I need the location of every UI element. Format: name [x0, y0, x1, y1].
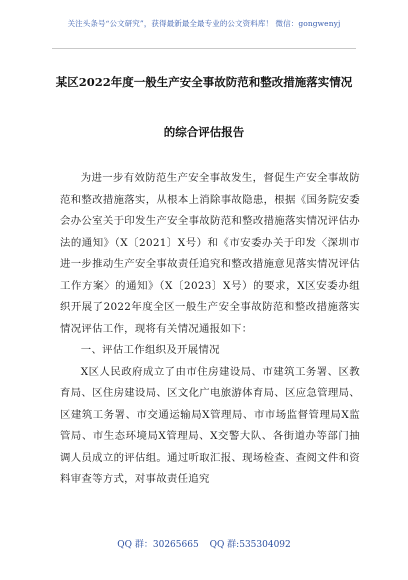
- header-divider: [52, 48, 356, 49]
- section-heading: 一、评估工作组织及开展情况: [80, 344, 220, 356]
- section-paragraph: X区人民政府成立了由市住房建设局、市建筑工务署、区教育局、区住房建设局、区文化广电旅游体育局、区应急管理局、区建筑工务署、市交通运输局X管理局、市市场监督管理局X监管局、市生态环境局X管理局、X交警大队、各街道办等部门抽调人员成立的评估组。通过听取汇报、现场检查、查阅文件和资料审查等方式，对事故责任追究: [60, 365, 360, 485]
- document-title-line2: 的综合评估报告: [163, 125, 245, 139]
- document-title-line1: 某区2022年度一般生产安全事故防范和整改措施落实情况: [55, 75, 353, 89]
- intro-paragraph: 为进一步有效防范生产安全事故发生，督促生产安全事故防范和整改措施落实，从根本上消除事故隐患，根据《国务院安委会办公室关于印发生产安全事故防范和整改措施落实情况评估办法的通知》（X〔2021〕X号）和《市安委办关于印发〈深圳市进一步推动生产安全事故责任追究和整改措施意见落实情况评估工作方案〉的通知》（X〔2023〕X号）的要求，X区安委办组织开展了2022年度全区一般生产安全事故防范和整改措施落实情况评估工作，现将有关情况通报如下：: [60, 172, 360, 335]
- header-promo-text: 关注头条号“公文研究”，获得最新最全最专业的公文资料库！ 微信：gongwenyj: [67, 19, 341, 28]
- footer-qq-group-2: QQ 群:535304092: [209, 540, 291, 550]
- document-body: [60, 168, 360, 491]
- footer-qq-group-1: QQ 群：30265665: [117, 540, 199, 550]
- footer-qq-groups: [0, 537, 408, 550]
